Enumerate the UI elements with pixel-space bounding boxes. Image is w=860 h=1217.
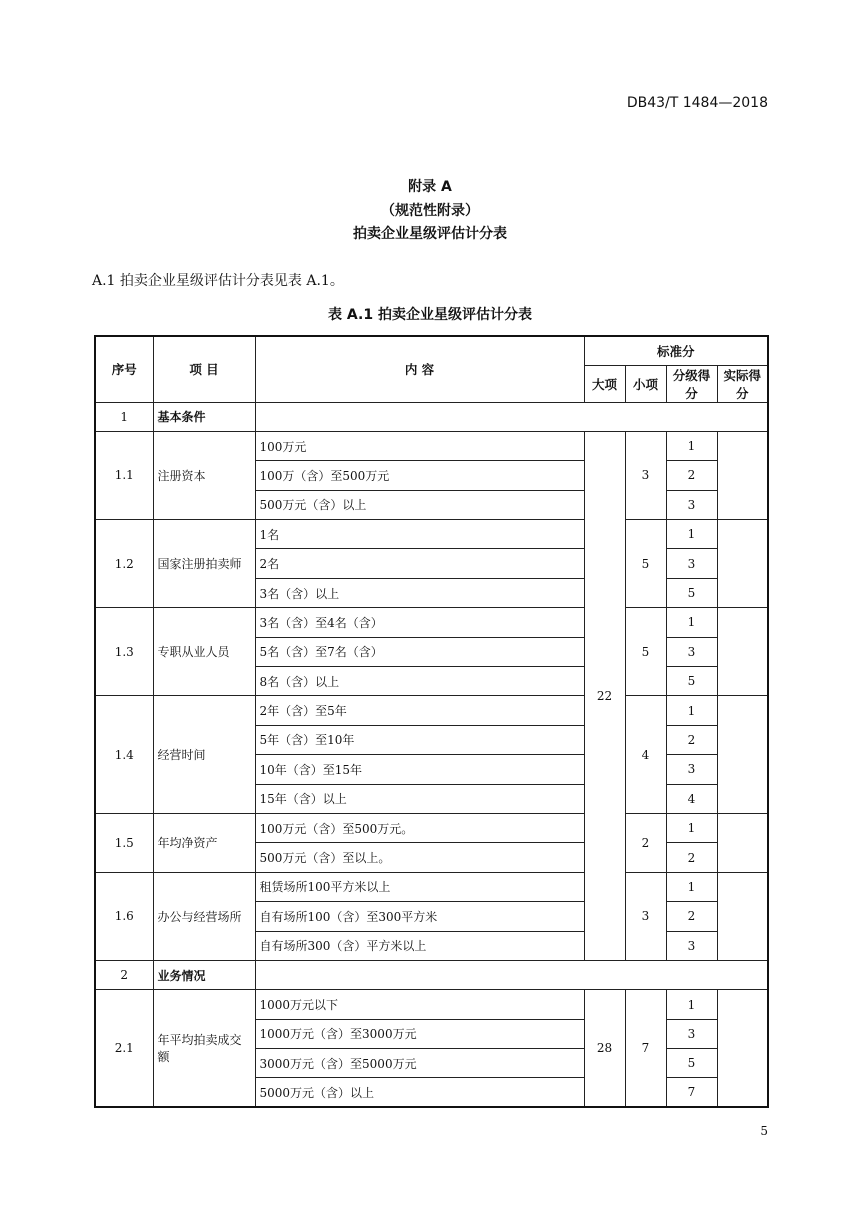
- grade-score: 3: [666, 549, 717, 578]
- section-blank: [255, 960, 768, 989]
- grade-score: 3: [666, 490, 717, 519]
- section-number: 2: [95, 960, 153, 989]
- grade-score: 5: [666, 667, 717, 696]
- minor-score: 4: [625, 696, 666, 814]
- actual-score: [717, 608, 768, 696]
- table-row: [95, 608, 768, 637]
- section-name: 基本条件: [153, 402, 255, 431]
- actual-score: [717, 696, 768, 814]
- grade-score: 1: [666, 872, 717, 901]
- grade-score: 3: [666, 931, 717, 960]
- item-name: 国家注册拍卖师: [153, 520, 255, 608]
- item-number: 1.4: [95, 696, 153, 814]
- item-number: 1.3: [95, 608, 153, 696]
- actual-score: [717, 520, 768, 608]
- content-cell: 5名（含）至7名（含）: [255, 637, 584, 666]
- minor-score: 7: [625, 990, 666, 1108]
- item-name: 办公与经营场所: [153, 872, 255, 960]
- item-name: 年均净资产: [153, 813, 255, 872]
- table-row: [95, 520, 768, 549]
- content-cell: 1000万元（含）至3000万元: [255, 1019, 584, 1048]
- item-number: 2.1: [95, 990, 153, 1108]
- actual-score: [717, 872, 768, 960]
- scoring-table: [94, 335, 769, 1108]
- content-cell: 100万元（含）至500万元。: [255, 813, 584, 842]
- header-item: 项 目: [153, 336, 255, 402]
- section-row: [95, 960, 768, 989]
- content-cell: 5年（含）至10年: [255, 725, 584, 754]
- content-cell: 8名（含）以上: [255, 667, 584, 696]
- grade-score: 1: [666, 431, 717, 460]
- content-cell: 1000万元以下: [255, 990, 584, 1019]
- content-cell: 15年（含）以上: [255, 784, 584, 813]
- minor-score: 5: [625, 520, 666, 608]
- actual-score: [717, 431, 768, 519]
- item-number: 1.5: [95, 813, 153, 872]
- grade-score: 1: [666, 813, 717, 842]
- content-cell: 自有场所300（含）平方米以上: [255, 931, 584, 960]
- content-cell: 2年（含）至5年: [255, 696, 584, 725]
- content-cell: 10年（含）至15年: [255, 755, 584, 784]
- content-cell: 500万元（含）至以上。: [255, 843, 584, 872]
- grade-score: 3: [666, 1019, 717, 1048]
- table-row: [95, 872, 768, 901]
- grade-score: 2: [666, 725, 717, 754]
- header-minor: 小项: [625, 365, 666, 402]
- section-number: 1: [95, 402, 153, 431]
- item-name: 年平均拍卖成交额: [153, 990, 255, 1108]
- actual-score: [717, 990, 768, 1108]
- item-number: 1.6: [95, 872, 153, 960]
- appendix-name: 拍卖企业星级评估计分表: [353, 226, 507, 242]
- content-cell: 2名: [255, 549, 584, 578]
- appendix-title: 附录 A: [408, 179, 452, 195]
- item-name: 专职从业人员: [153, 608, 255, 696]
- minor-score: 2: [625, 813, 666, 872]
- table-row: [95, 431, 768, 460]
- header-actual: 实际得分: [717, 365, 768, 402]
- intro-paragraph: A.1 拍卖企业星级评估计分表见表 A.1。: [92, 273, 344, 289]
- grade-score: 5: [666, 1049, 717, 1078]
- grade-score: 2: [666, 902, 717, 931]
- content-cell: 5000万元（含）以上: [255, 1078, 584, 1107]
- actual-score: [717, 813, 768, 872]
- content-cell: 1名: [255, 520, 584, 549]
- content-cell: 100万元: [255, 431, 584, 460]
- grade-score: 2: [666, 843, 717, 872]
- content-cell: 3名（含）至4名（含）: [255, 608, 584, 637]
- section-row: [95, 402, 768, 431]
- minor-score: 3: [625, 872, 666, 960]
- content-cell: 500万元（含）以上: [255, 490, 584, 519]
- content-cell: 3名（含）以上: [255, 578, 584, 607]
- item-name: 经营时间: [153, 696, 255, 814]
- minor-score: 5: [625, 608, 666, 696]
- grade-score: 2: [666, 461, 717, 490]
- section-name: 业务情况: [153, 960, 255, 989]
- section-blank: [255, 402, 768, 431]
- item-number: 1.1: [95, 431, 153, 519]
- grade-score: 1: [666, 520, 717, 549]
- major-score: 22: [584, 431, 625, 960]
- appendix-type: （规范性附录）: [381, 203, 479, 219]
- table-row: [95, 813, 768, 842]
- table-row: [95, 990, 768, 1019]
- item-number: 1.2: [95, 520, 153, 608]
- header-standard-score: 标准分: [584, 336, 768, 365]
- major-score: 28: [584, 990, 625, 1108]
- header-major: 大项: [584, 365, 625, 402]
- minor-score: 3: [625, 431, 666, 519]
- content-cell: 100万（含）至500万元: [255, 461, 584, 490]
- header-seq: 序号: [95, 336, 153, 402]
- content-cell: 租赁场所100平方米以上: [255, 872, 584, 901]
- grade-score: 1: [666, 990, 717, 1019]
- item-name: 注册资本: [153, 431, 255, 519]
- grade-score: 1: [666, 608, 717, 637]
- content-cell: 3000万元（含）至5000万元: [255, 1049, 584, 1078]
- grade-score: 3: [666, 637, 717, 666]
- table-row: [95, 696, 768, 725]
- header-content: 内 容: [255, 336, 584, 402]
- grade-score: 3: [666, 755, 717, 784]
- grade-score: 5: [666, 578, 717, 607]
- grade-score: 1: [666, 696, 717, 725]
- grade-score: 7: [666, 1078, 717, 1107]
- grade-score: 4: [666, 784, 717, 813]
- page-number: 5: [760, 1124, 768, 1138]
- table-caption: 表 A.1 拍卖企业星级评估计分表: [328, 307, 532, 323]
- content-cell: 自有场所100（含）至300平方米: [255, 902, 584, 931]
- standard-code: DB43/T 1484—2018: [626, 95, 768, 111]
- header-grade: 分级得分: [666, 365, 717, 402]
